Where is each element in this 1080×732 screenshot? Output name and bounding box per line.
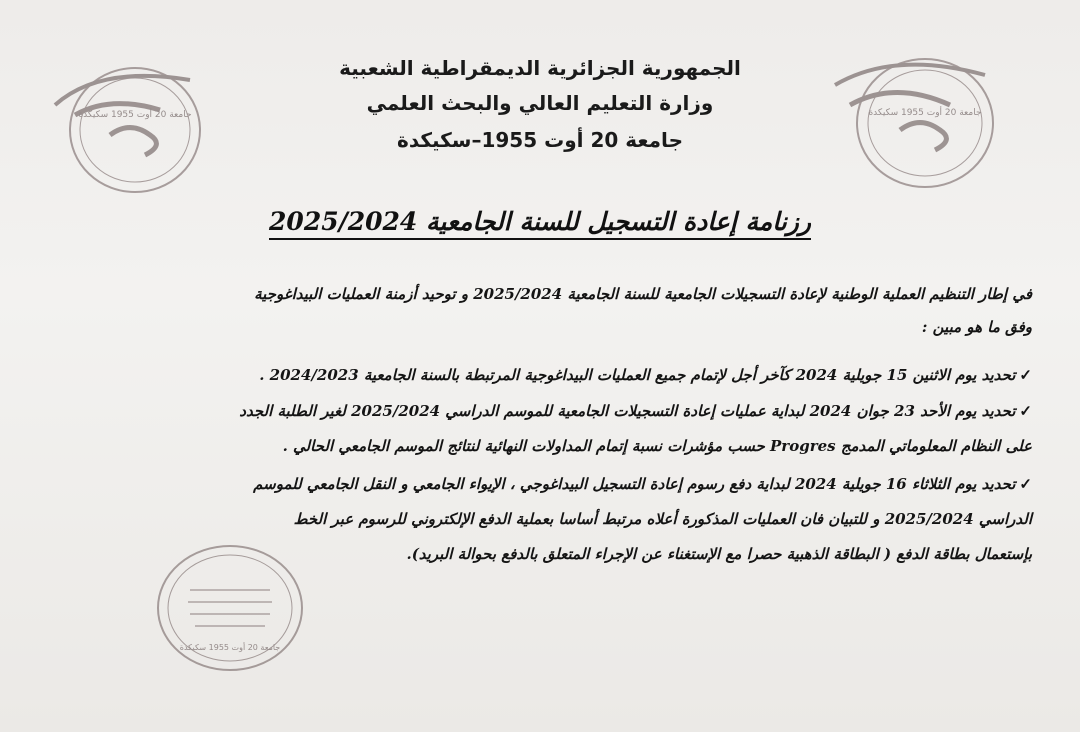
- page-title-text: رزنامة إعادة التسجيل للسنة الجامعية 2025/2024: [269, 207, 811, 240]
- list-item: [259, 366, 1032, 384]
- item-3-line-2: الدراسي 2025/2024 و للتبيان فان العمليات المذكورة أعلاه مرتبط أساسا بعملية الدفع الإلكتروني للرسوم عبر الخط: [293, 510, 1032, 528]
- republic-heading: الجمهورية الجزائرية الديمقراطية الشعبية: [339, 56, 741, 80]
- university-stamp-left: [40, 55, 225, 195]
- stamp-label: جامعة 20 أوت 1955 سكيكدة: [868, 108, 982, 118]
- stamp-label: جامعة 20 أوت 1955 سكيكدة: [179, 643, 281, 652]
- item-1-line-1: تحديد يوم الاثنين 15 جويلية 2024 كآخر أجل لإتمام جميع العمليات البيداغوجية المرتبطة بالسنة الجامعية 2024/2023 .: [259, 366, 1016, 384]
- department-stamp-bottom: [150, 540, 310, 675]
- checkmark-icon: ✓: [1019, 475, 1032, 493]
- university-heading: جامعة 20 أوت 1955–سكيكدة: [397, 128, 683, 152]
- list-item: [253, 475, 1032, 493]
- list-item: [239, 402, 1032, 420]
- intro-line-2: وفق ما هو مبين :: [921, 318, 1032, 336]
- item-3-line-1: تحديد يوم الثلاثاء 16 جويلية 2024 لبداية دفع رسوم إعادة التسجيل البيداغوجي ، الإيواء الجامعي و النقل الجامعي للموسم: [253, 475, 1016, 493]
- university-stamp-right: [825, 45, 1015, 190]
- item-2-line-1: تحديد يوم الأحد 23 جوان 2024 لبداية عمليات إعادة التسجيلات الجامعية للموسم الدراسي 2025/2024 لغير الطلبة الجدد: [239, 402, 1016, 420]
- ministry-heading: وزارة التعليم العالي والبحث العلمي: [366, 91, 714, 115]
- stamp-label: جامعة 20 أوت 1955 سكيكدة: [78, 110, 192, 120]
- checkmark-icon: ✓: [1019, 366, 1032, 384]
- item-2-line-2: على النظام المعلوماتي المدمج Progres حسب مؤشرات نسبة إتمام المداولات النهائية لنتائج الموسم الجامعي الحالي .: [282, 437, 1032, 455]
- intro-line-1: في إطار التنظيم العملية الوطنية لإعادة التسجيلات الجامعية للسنة الجامعية 2025/2024 و توحيد أزمنة العمليات البيداغوجية: [254, 285, 1032, 303]
- item-3-line-3: بإستعمال بطاقة الدفع ( البطاقة الذهبية حصرا مع الإستغناء عن الإجراء المتعلق بالدفع بحوالة البريد).: [406, 545, 1032, 563]
- checkmark-icon: ✓: [1019, 402, 1032, 420]
- page-title: [240, 207, 840, 236]
